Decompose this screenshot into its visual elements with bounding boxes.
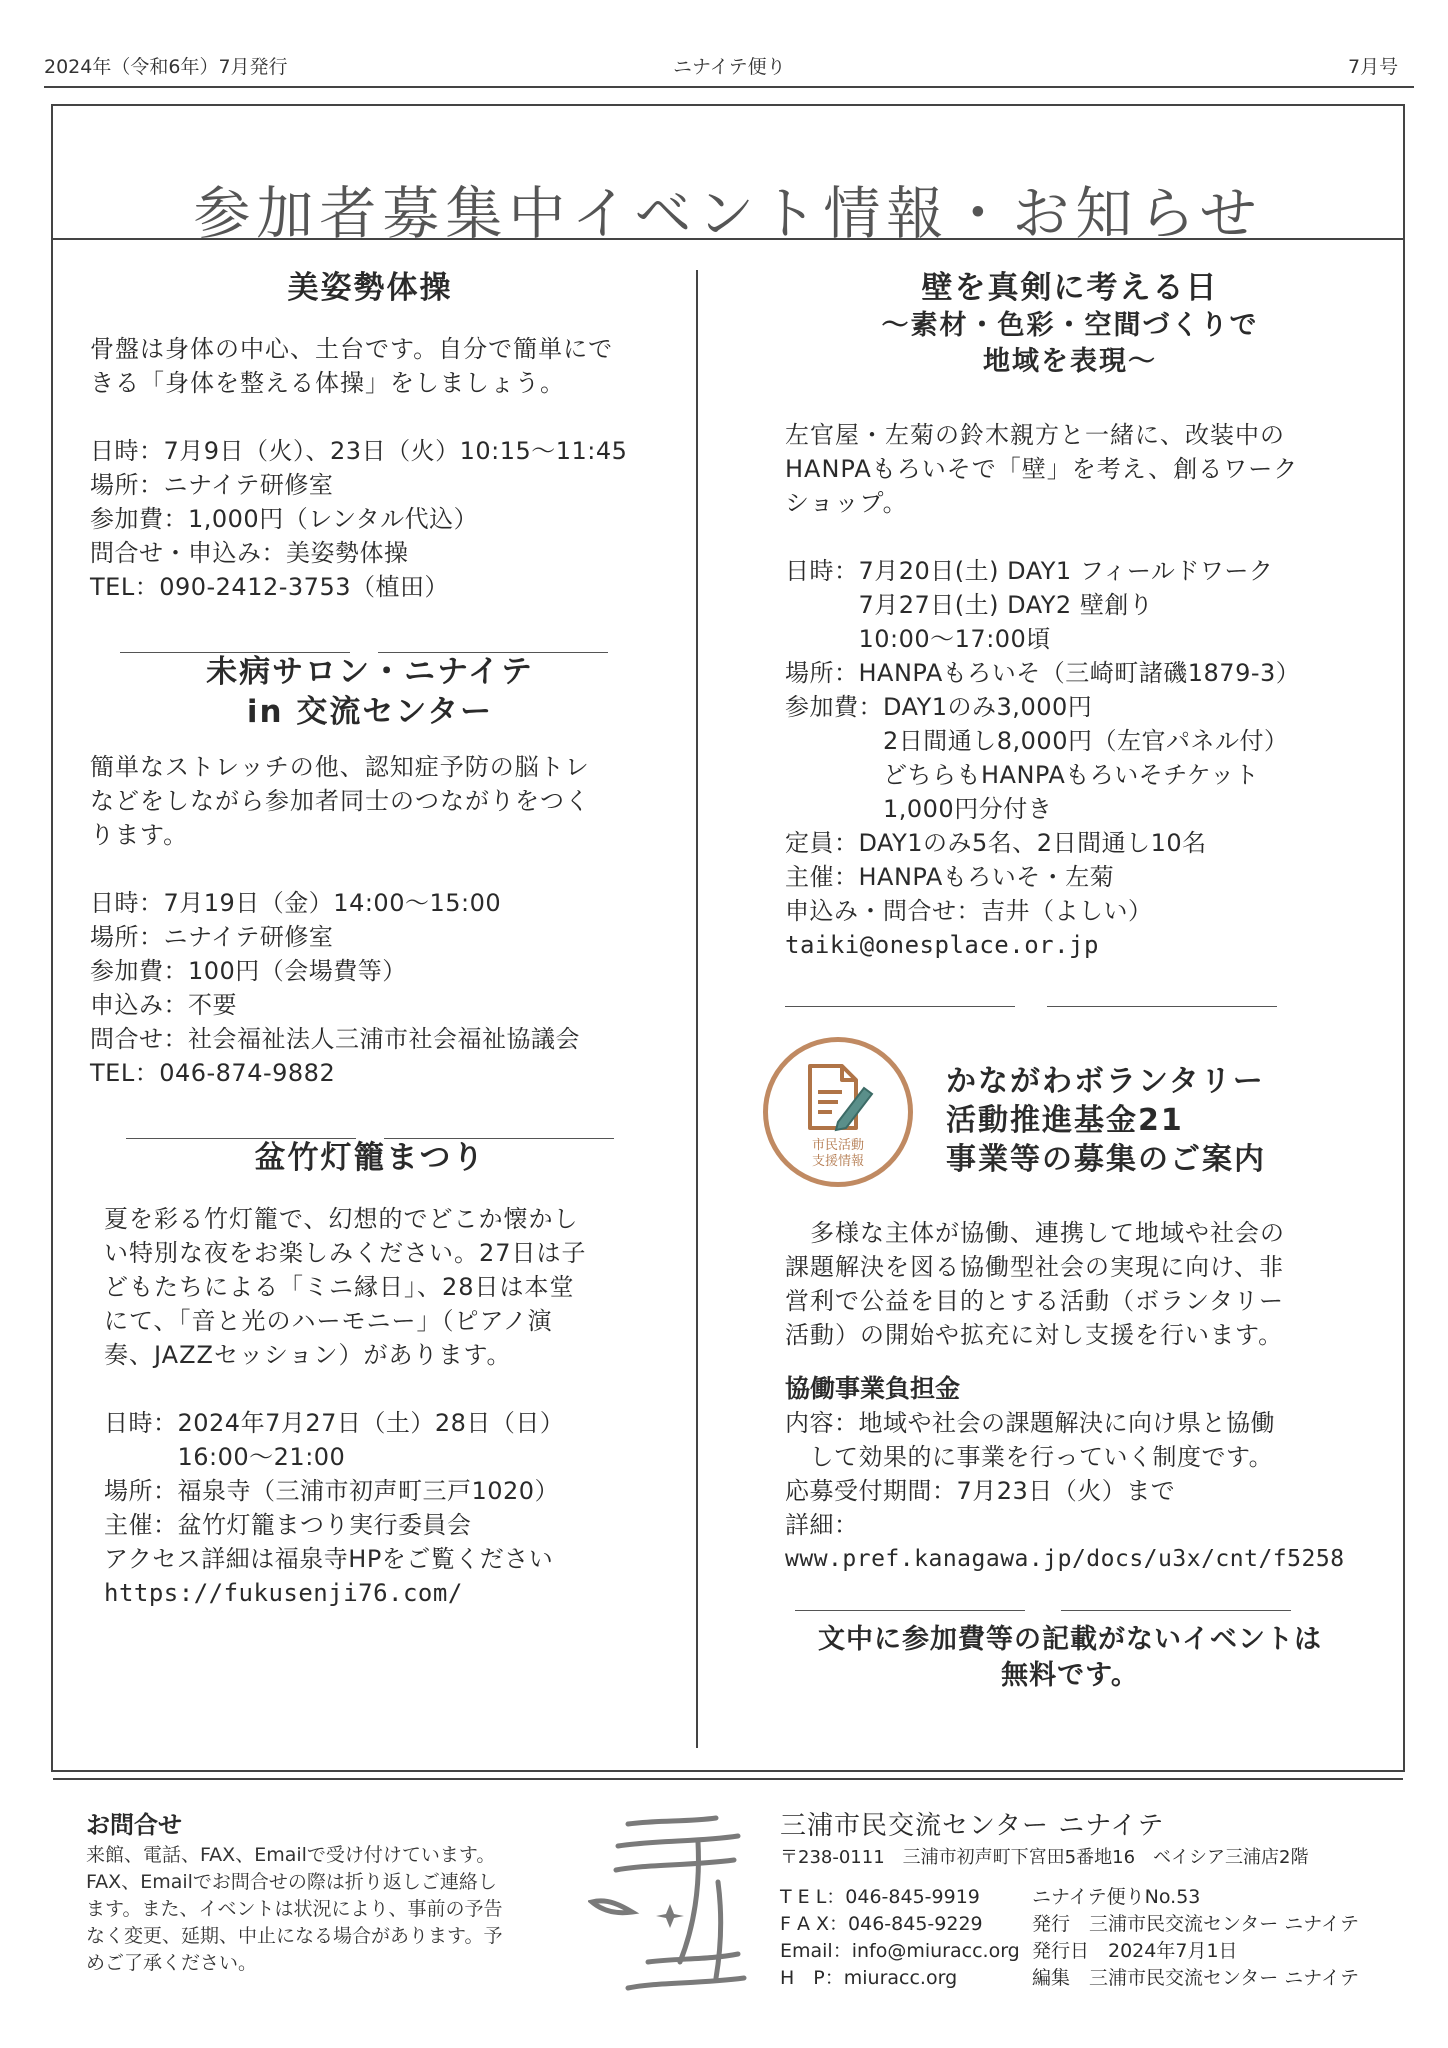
detail-line: 定員：DAY1のみ5名、2日間通し10名 xyxy=(785,829,1207,857)
ninaite-logo xyxy=(588,1812,768,1992)
event-details xyxy=(785,554,1355,962)
newsletter-number: ニナイテ便りNo.53 xyxy=(1032,1886,1201,1908)
volunteer-title-line: 事業等の募集のご案内 xyxy=(946,1142,1266,1177)
free-notice: 文中に参加費等の記載がないイベントは 無料です。 xyxy=(818,1624,1322,1691)
detail-line: TEL：046-874-9882 xyxy=(90,1059,336,1087)
right-column xyxy=(785,268,1355,1006)
contact-heading: お問合せ xyxy=(86,1811,182,1839)
detail-line: 7月27日(土) DAY2 壁創り xyxy=(785,591,1154,619)
contact-text: 来館、電話、FAX、Emailで受け付けています。 FAX、Emailでお問合せの際は折り返しご連絡し ます。また、イベントは状況により、事前の予告 なく変更、延期、中止になる場合があります。予 めご了承ください。 xyxy=(86,1844,503,1974)
detail-line: 応募受付期間：7月23日（火）まで xyxy=(785,1477,1176,1505)
detail-line: 内容：地域や社会の課題解決に向け県と協働 xyxy=(785,1409,1275,1437)
detail-line: 問合せ：社会福祉法人三浦市社会福祉協議会 xyxy=(90,1025,580,1053)
issue-month: 7月号 xyxy=(1348,56,1399,78)
footer-fax: F A X：046-845-9229 xyxy=(780,1913,983,1935)
event-details xyxy=(90,434,650,604)
event-bonchiku-festival xyxy=(90,1138,650,1610)
header-rule xyxy=(44,86,1414,88)
newsletter-name: ニナイテ便り xyxy=(673,56,786,78)
detail-line: 日時：7月20日(土) DAY1 フィールドワーク xyxy=(785,557,1274,585)
volunteer-details xyxy=(785,1406,1355,1576)
page-title: 参加者募集中イベント情報・お知らせ xyxy=(193,181,1263,248)
detail-line: して効果的に事業を行っていく制度です。 xyxy=(785,1443,1274,1471)
detail-line: 詳細： xyxy=(785,1511,859,1539)
detail-line: TEL：090-2412-3753（植田） xyxy=(90,573,449,601)
footer-org xyxy=(780,1808,1400,1871)
footer-homepage[interactable]: H P：miuracc.org xyxy=(780,1967,958,1989)
detail-line: 参加費：100円（会場費等） xyxy=(90,957,407,985)
volunteer-description: 多様な主体が協働、連携して地域や社会の 課題解決を図る協働型社会の実現に向け、非 営利で公益を目的とする活動（ボランタリー 活動）の開始や拡充に対し支援を行います。 xyxy=(785,1219,1285,1349)
issue-date: 2024年（令和6年）7月発行 xyxy=(44,56,288,78)
detail-line: どちらもHANPAもろいそチケット xyxy=(785,761,1260,789)
org-name: 三浦市民交流センター ニナイテ xyxy=(780,1811,1165,1841)
event-title: 未病サロン・ニナイテ xyxy=(206,654,534,690)
footer-contact xyxy=(86,1808,586,1977)
event-subtitle: 〜素材・色彩・空間づくりで xyxy=(881,310,1259,341)
event-description: 簡単なストレッチの他、認知症予防の脳トレ などをしながら参加者同士のつながりをつく ります。 xyxy=(90,753,590,849)
detail-line: 1,000円分付き xyxy=(785,795,1053,823)
detail-line: 日時：7月19日（金）14:00〜15:00 xyxy=(90,889,502,917)
detail-line: 問合せ・申込み：美姿勢体操 xyxy=(90,539,409,567)
footer-tel: T E L：046-845-9919 xyxy=(780,1886,980,1908)
document-pen-icon xyxy=(802,1062,876,1138)
event-details xyxy=(90,886,650,1090)
publisher: 発行 三浦市民交流センター ニナイテ xyxy=(1032,1913,1359,1935)
citizen-activity-badge xyxy=(763,1037,913,1187)
detail-line: 参加費：DAY1のみ3,000円 xyxy=(785,693,1093,721)
detail-line: 場所：ニナイテ研修室 xyxy=(90,471,334,499)
detail-line: 日時：7月9日（火）、23日（火）10:15〜11:45 xyxy=(90,437,628,465)
event-email: taiki@onesplace.or.jp xyxy=(785,931,1099,959)
detail-line: 申込み・問合せ：吉井（よしい） xyxy=(785,897,1153,925)
event-description: 夏を彩る竹灯籠で、幻想的でどこか懐かし い特別な夜をお楽しみください。27日は子 どもたちによる「ミニ縁日」、28日は本堂 にて、「音と光のハーモニー」（ピアノ演 奏、JAZZセッション）があります。 xyxy=(104,1205,587,1369)
left-column xyxy=(90,268,650,1610)
volunteer-subheading: 協働事業負担金 xyxy=(785,1374,961,1403)
editor: 編集 三浦市民交流センター ニナイテ xyxy=(1032,1967,1359,1989)
volunteer-heading xyxy=(946,1062,1376,1179)
badge-label: 市民活動 支援情報 xyxy=(811,1138,864,1169)
volunteer-section xyxy=(785,1216,1355,1694)
footer-email[interactable]: Email：info@miuracc.org xyxy=(780,1940,1020,1962)
event-details xyxy=(90,1406,650,1610)
detail-line: 2日間通し8,000円（左官パネル付） xyxy=(785,727,1289,755)
event-subtitle: in 交流センター xyxy=(246,694,494,730)
detail-line: 主催：盆竹灯籠まつり実行委員会 xyxy=(104,1511,472,1539)
detail-line: 参加費：1,000円（レンタル代込） xyxy=(90,505,479,533)
event-title: 盆竹灯籠まつり xyxy=(254,1140,486,1176)
title-rule xyxy=(53,238,1403,240)
detail-line: 場所：HANPAもろいそ（三崎町諸磯1879-3） xyxy=(785,659,1301,687)
footer-rule xyxy=(53,1778,1403,1780)
footer-publication xyxy=(1032,1884,1402,1992)
org-address: 〒238-0111 三浦市初声町下宮田5番地16 ベイシア三浦店2階 xyxy=(780,1847,1309,1868)
event-mibyo-salon xyxy=(90,652,650,1090)
footer-contacts xyxy=(780,1884,1040,1992)
detail-line: 16:00〜21:00 xyxy=(104,1443,346,1471)
publish-date: 発行日 2024年7月1日 xyxy=(1032,1940,1238,1962)
event-url: https://fukusenji76.com/ xyxy=(104,1579,463,1607)
volunteer-title-line: 活動推進基金21 xyxy=(946,1103,1184,1138)
volunteer-url: www.pref.kanagawa.jp/docs/u3x/cnt/f5258 xyxy=(785,1546,1345,1572)
event-description: 骨盤は身体の中心、土台です。自分で簡単にで きる「身体を整える体操」をしましょう。 xyxy=(90,335,614,397)
detail-line: 場所：ニナイテ研修室 xyxy=(90,923,334,951)
volunteer-title-line: かながわボランタリー xyxy=(946,1064,1265,1099)
detail-line: 申込み：不要 xyxy=(90,991,237,1019)
event-subtitle: 地域を表現〜 xyxy=(983,346,1157,377)
event-kabe xyxy=(785,268,1355,962)
detail-line: アクセス詳細は福泉寺HPをご覧ください xyxy=(104,1545,554,1573)
detail-line: 場所：福泉寺（三浦市初声町三戸1020） xyxy=(104,1477,560,1505)
detail-line: 主催：HANPAもろいそ・左菊 xyxy=(785,863,1115,891)
detail-line: 日時：2024年7月27日（土）28日（日） xyxy=(104,1409,565,1437)
detail-line: 10:00〜17:00頃 xyxy=(785,625,1051,653)
column-divider xyxy=(696,270,698,1748)
event-title: 美姿勢体操 xyxy=(287,270,453,306)
event-description: 左官屋・左菊の鈴木親方と一緒に、改装中の HANPAもろいそで「壁」を考え、創るワーク ショップ。 xyxy=(785,421,1299,517)
event-title: 壁を真剣に考える日 xyxy=(921,270,1219,306)
event-bishisei xyxy=(90,268,650,604)
